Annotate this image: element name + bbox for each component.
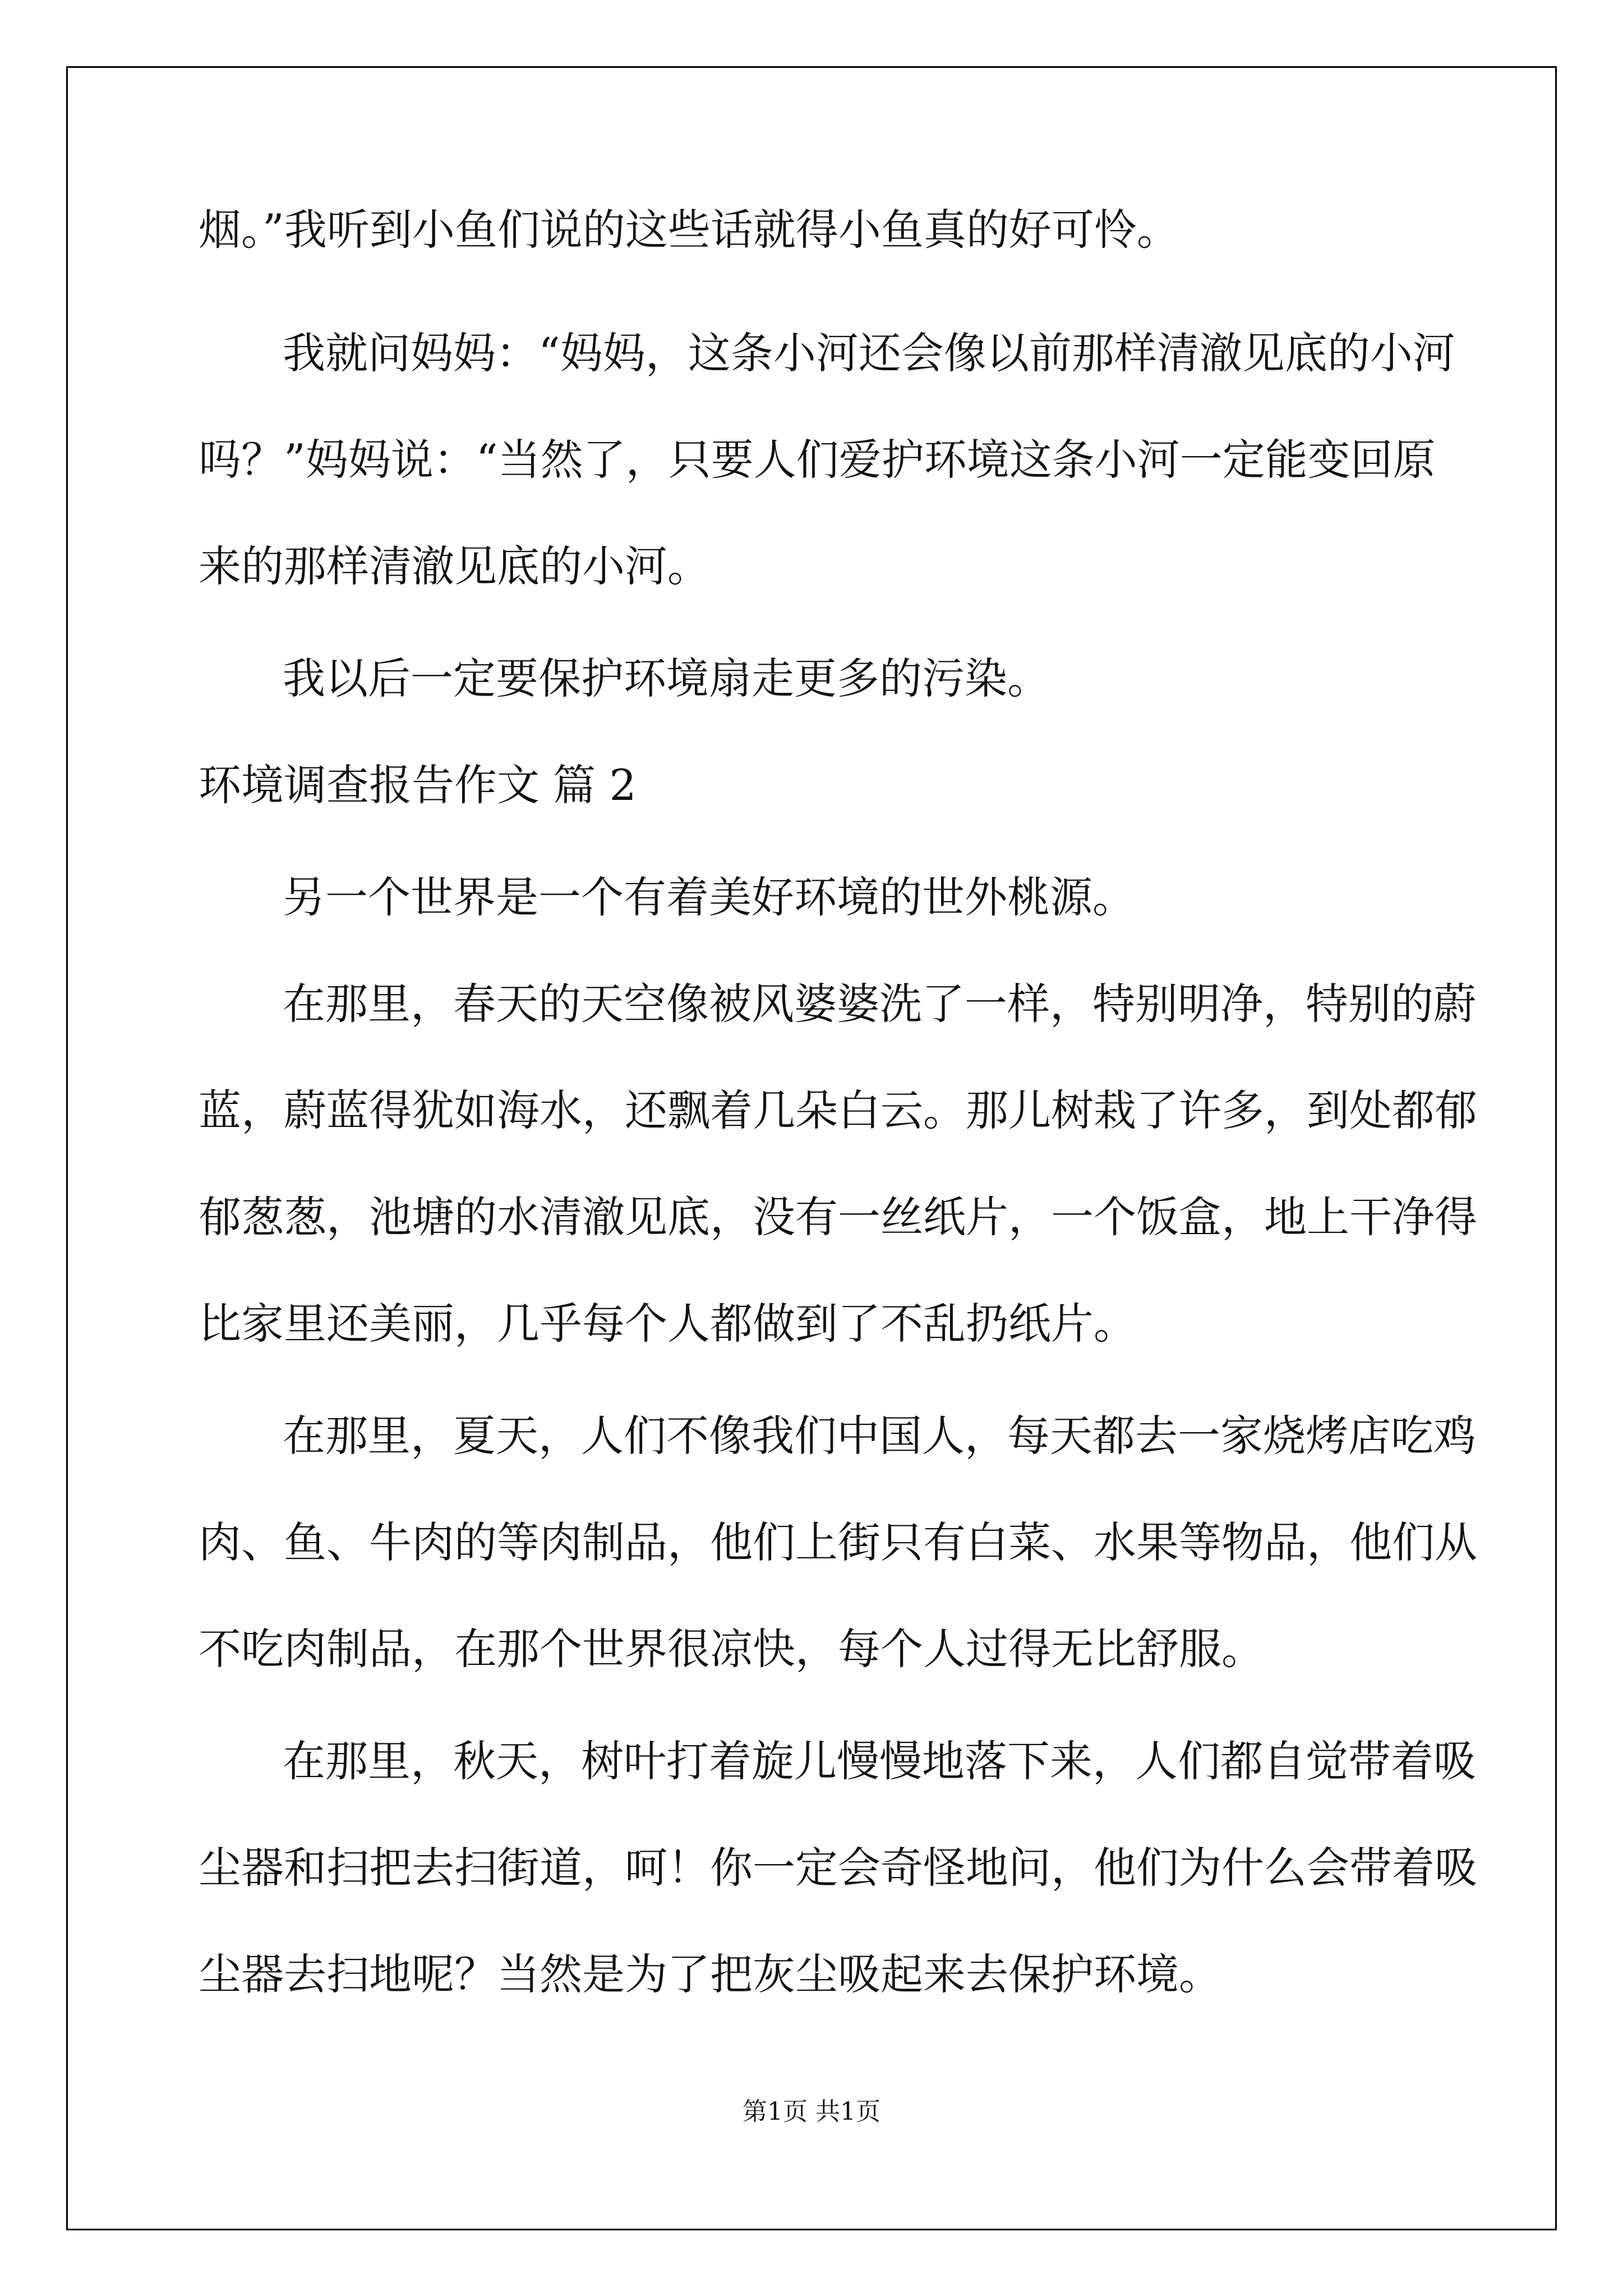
page-footer: 第1页 共1页 <box>743 2097 880 2126</box>
text-line: 郁葱葱，池塘的水清澈见底，没有一丝纸片，一个饭盒，地上干净得 <box>199 1192 1477 1242</box>
text-line: 烟。”我听到小鱼们说的这些话就得小鱼真的好可怜。 <box>199 205 1179 255</box>
text-line: 不吃肉制品，在那个世界很凉快，每个人过得无比舒服。 <box>199 1624 1264 1674</box>
paragraph-line: 在那里，春天的天空像被风婆婆洗了一样，特别明净，特别的蔚 <box>283 979 1476 1029</box>
text-line: 肉、鱼、牛肉的等肉制品，他们上街只有白菜、水果等物品，他们从 <box>199 1517 1477 1567</box>
text-line: 吗？”妈妈说：“当然了，只要人们爱护环境这条小河一定能变回原 <box>199 435 1436 485</box>
text-line: 尘器去扫地呢？当然是为了把灰尘吸起来去保护环境。 <box>199 1949 1221 1999</box>
section-heading: 环境调查报告作文 篇 2 <box>199 760 637 810</box>
paragraph-line: 在那里，夏天，人们不像我们中国人，每天都去一家烧烤店吃鸡 <box>283 1411 1476 1461</box>
paragraph-line: 另一个世界是一个有着美好环境的世外桃源。 <box>283 872 1135 922</box>
text-line: 比家里还美丽，几乎每个人都做到了不乱扔纸片。 <box>199 1299 1136 1349</box>
text-line: 来的那样清澈见底的小河。 <box>199 541 710 591</box>
paragraph-line: 我就问妈妈：“妈妈，这条小河还会像以前那样清澈见底的小河 <box>283 328 1455 378</box>
text-line: 蓝，蔚蓝得犹如海水，还飘着几朵白云。那儿树栽了许多，到处都郁 <box>199 1085 1477 1135</box>
text-line: 尘器和扫把去扫街道，呵！你一定会奇怪地问，他们为什么会带着吸 <box>199 1843 1477 1893</box>
page-border <box>66 66 1557 2230</box>
paragraph-line: 我以后一定要保护环境扇走更多的污染。 <box>283 654 1050 703</box>
paragraph-line: 在那里，秋天，树叶打着旋儿慢慢地落下来，人们都自觉带着吸 <box>283 1736 1476 1786</box>
